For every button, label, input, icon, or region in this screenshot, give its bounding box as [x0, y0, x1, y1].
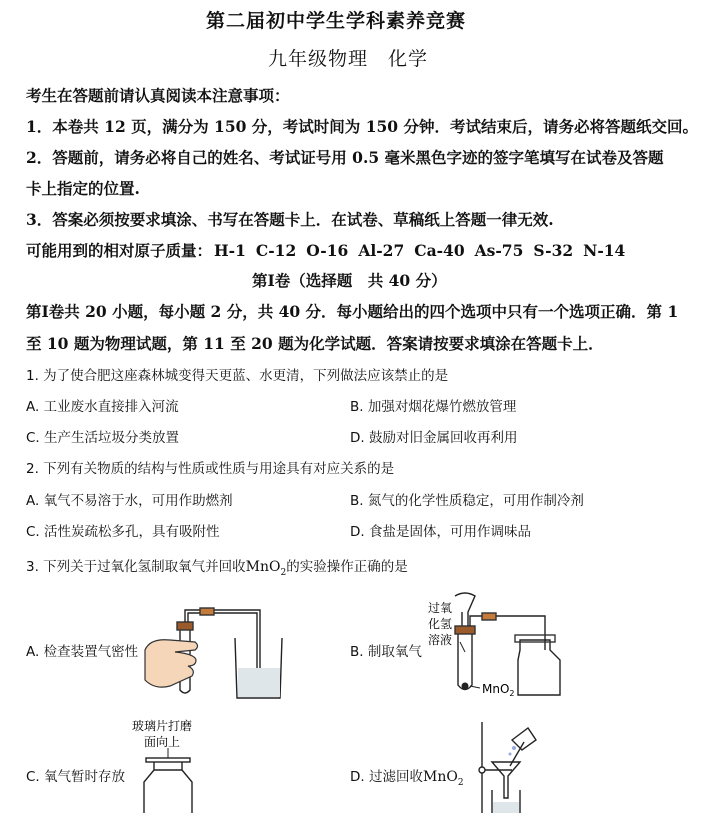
- fig-c-label: 玻璃片打磨: [132, 719, 193, 733]
- fig-b-label: 溶液: [428, 633, 453, 647]
- question-2-option-c: C. 活性炭疏松多孔，具有吸附性: [26, 524, 220, 540]
- stopper: [177, 622, 193, 630]
- section-desc: 第Ⅰ卷共 20 小题，每小题 2 分，共 40 分．每小题给出的四个选项中只有一个选项正确．第 1: [26, 302, 679, 321]
- atomic-masses-label: 可能用到的相对原子质量：: [26, 241, 213, 260]
- figure-a-airtightness: [140, 590, 280, 700]
- stopper: [455, 626, 475, 634]
- notice-heading: 考生在答题前请认真阅读本注意事项：: [26, 86, 290, 105]
- fig-b-label: 化氢: [428, 617, 453, 631]
- mno2-powder: [462, 683, 469, 690]
- test-tube: [458, 630, 472, 690]
- question-3-stem-post: 的实验操作正确的是: [286, 559, 408, 575]
- question-1-option-b: B. 加强对烟花爆竹燃放管理: [350, 399, 517, 415]
- figure-c-oxygen-storage: [130, 718, 210, 813]
- question-3-stem-pre: 3. 下列关于过氧化氢制取氧气并回收: [26, 559, 246, 575]
- figure-b-produce-oxygen: [420, 590, 570, 700]
- question-1-option-a: A. 工业废水直接排入河流: [26, 399, 179, 415]
- fig-b-label: 过氧: [428, 601, 453, 615]
- question-3-formula: [245, 559, 287, 578]
- question-2-stem: 2. 下列有关物质的结构与性质或性质与用途具有对应关系的是: [26, 461, 395, 477]
- atom-mass: H-1: [214, 241, 246, 260]
- gas-bottle: [144, 762, 192, 813]
- delivery-tube: [470, 616, 545, 650]
- beaker-water: [238, 668, 280, 697]
- figure-d-filtration: [470, 718, 550, 813]
- atom-mass: Al-27: [358, 241, 405, 260]
- fig-c-label: 面向上: [144, 735, 181, 749]
- section-desc-cont: 至 10 题为物理试题，第 11 至 20 题为化学试题．答案请按要求填涂在答题卡上．: [26, 334, 604, 353]
- pouring-beaker: [512, 728, 536, 750]
- question-2-option-b: B. 氮气的化学性质稳定，可用作制冷剂: [350, 493, 584, 509]
- atom-mass: O-16: [306, 241, 349, 260]
- question-3-option-b: B. 制取氧气: [350, 644, 422, 660]
- glass-plate: [146, 758, 190, 762]
- question-3-stem: [26, 555, 408, 578]
- question-2-option-a: A. 氧气不易溶于水，可用作助燃剂: [26, 493, 233, 509]
- question-3-option-d-formula: [422, 769, 464, 788]
- funnel: [455, 593, 475, 630]
- formula-subscript: 2: [280, 567, 287, 578]
- exam-title: 第二届初中学生学科素养竞赛: [206, 10, 467, 32]
- atom-mass: N-14: [583, 241, 626, 260]
- atom-mass: As-75: [474, 241, 524, 260]
- notice-item-2: 2．答题前，请务必将自己的姓名、考试证号用 0.5 毫米黑色字迹的签字笔填写在试卷及答题: [26, 148, 664, 167]
- section-title: 第Ⅰ卷（选择题 共 40 分）: [252, 271, 447, 290]
- gas-bottle: [518, 640, 560, 695]
- question-3-option-d: [350, 765, 464, 788]
- notice-item-2-cont: 卡上指定的位置.: [26, 179, 140, 198]
- atomic-masses: [26, 239, 635, 261]
- atom-mass: Ca-40: [414, 241, 465, 260]
- formula-subscript: 2: [457, 777, 464, 788]
- formula-mno: MnO: [245, 559, 281, 575]
- question-1-stem: 1. 为了使合肥这座森林城变得天更蓝、水更清，下列做法应该禁止的是: [26, 368, 449, 384]
- notice-item-3: 3．答案必须按要求填涂、书写在答题卡上．在试卷、草稿纸上答题一律无效.: [26, 210, 554, 229]
- question-1-option-c: C. 生产生活垃圾分类放置: [26, 430, 180, 446]
- question-2-option-d: D. 食盐是固体，可用作调味品: [350, 524, 531, 540]
- question-3-option-a: A. 检查装置气密性: [26, 644, 139, 660]
- funnel: [492, 762, 520, 798]
- notice-item-1: 1．本卷共 12 页，满分为 150 分，考试时间为 150 分钟．考试结束后，请务必将答题纸交回。: [26, 117, 698, 136]
- question-3-option-c: C. 氧气暂时存放: [26, 769, 126, 785]
- question-3-option-d-label: D. 过滤回收: [350, 769, 423, 785]
- fig-b-mno2-label: MnO$_2$: [482, 682, 515, 698]
- question-1-option-d: D. 鼓励对旧金属回收再利用: [350, 430, 518, 446]
- atom-mass: C-12: [255, 241, 297, 260]
- exam-subtitle: 九年级物理 化学: [268, 48, 429, 70]
- formula-mno: MnO: [422, 769, 458, 785]
- atom-mass: S-32: [533, 241, 574, 260]
